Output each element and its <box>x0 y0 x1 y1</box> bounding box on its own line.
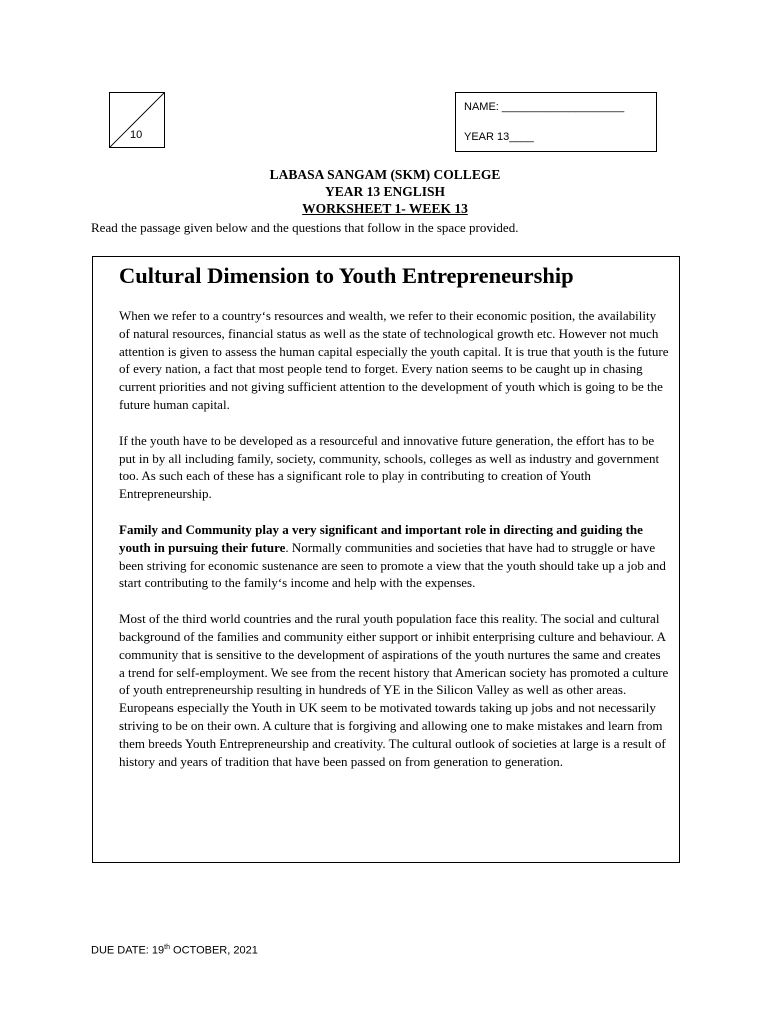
paragraph-2: If the youth have to be developed as a resourceful and innovative future generation, the effort has to be put in by all including family, society, community, schools, colleges as well as industry and government too. As such each of these has a significant role to play in contributing to creation of Youth Entrepreneurship. <box>119 432 660 502</box>
school-name: LABASA SANGAM (SKM) COLLEGE <box>269 167 501 182</box>
due-date-prefix: DUE DATE: 19 <box>91 944 165 957</box>
paragraph-1: When we refer to a country‘s resources and wealth, we refer to their economic position, the availability of natural resources, financial status as well as the state of technological growth etc. However not much attention is given to assess the human capital especially the youth capital. It is true that youth is the future of every nation, a fact that most people tend to forget. Every nation seems to be caught up in chasing current priorities and not giving sufficient attention to the development of youth which is going to be the future human capital. <box>119 308 669 412</box>
student-info-box <box>455 92 657 152</box>
paragraph-4: Most of the third world countries and the rural youth population face this reality. The social and cultural background of the families and community either support or inhibit enterprising culture and behaviour. A community that is sensitive to the development of aspirations of the youth nurtures the same and creates a trend for self-employment. We see from the recent history that American society has promoted a culture of youth entrepreneurship resulting in hundreds of YE in the Silicon Valley as well as other areas. Europeans especially the Youth in UK seem to be motivated towards taking up jobs and not necessarily striving to be on their own. A culture that is forgiving and allowing one to make mistakes and learn from them breeds Youth Entrepreneurship and creativity. The cultural outlook of societies at large is a result of history and years of tradition that have been passed on from generation to generation. <box>119 611 669 769</box>
paragraph-3 <box>119 521 669 592</box>
due-date-suffix: th <box>164 944 170 951</box>
paragraph-3-bold: Family and Community play a very significant and important role in directing and guiding the youth in pursuing their future <box>119 521 643 555</box>
worksheet-heading <box>0 166 770 217</box>
year-field[interactable]: YEAR 13____ <box>464 131 534 143</box>
passage-body <box>119 307 669 788</box>
due-date-rest: OCTOBER, 2021 <box>170 944 258 957</box>
score-box <box>109 92 165 148</box>
paragraph-3-rest: . Normally communities and societies that have had to struggle or have been striving for economic sustenance are seen to promote a view that the youth should take up a job and start contributing to the family‘s income and help with the expenses. <box>119 539 666 591</box>
subject-title: YEAR 13 ENGLISH <box>324 184 446 199</box>
passage-title: Cultural Dimension to Youth Entrepreneurship <box>119 263 574 288</box>
name-field[interactable]: NAME: ____________________ <box>464 101 625 113</box>
score-total: 10 <box>130 129 143 141</box>
due-date <box>91 944 258 957</box>
instruction-text: Read the passage given below and the questions that follow in the space provided. <box>91 220 519 235</box>
worksheet-title: WORKSHEET 1- WEEK 13 <box>302 201 468 216</box>
passage-box <box>92 256 680 863</box>
